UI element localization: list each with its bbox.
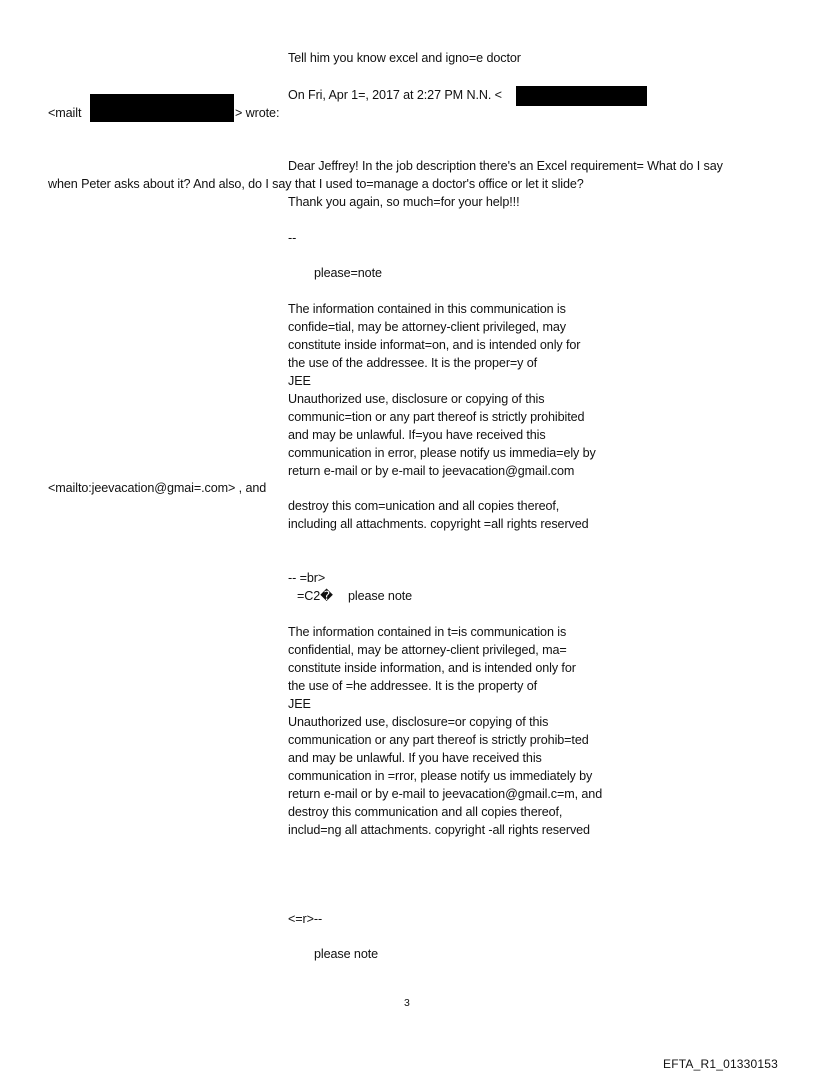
bates-number: EFTA_R1_01330153 bbox=[663, 1057, 779, 1071]
disclaimer-line: The information contained in t=is communication is bbox=[288, 625, 567, 639]
disclaimer-mailto-line: <mailto:jeevacation@gmai=.com> , and bbox=[48, 481, 267, 495]
disclaimer-line: communication in error, please notify us immedia=ely by bbox=[288, 446, 596, 460]
disclaimer-line: return e-mail or by e-mail to jeevacation@gmail.c=m, and bbox=[288, 787, 603, 801]
disclaimer-line: Unauthorized use, disclosure or copying of this bbox=[288, 392, 545, 406]
disclaimer-line: confidential, may be attorney-client privileged, ma= bbox=[288, 643, 567, 657]
disclaimer-line: JEE bbox=[288, 374, 311, 388]
disclaimer-heading: please=note bbox=[314, 266, 382, 280]
disclaimer-heading: please note bbox=[314, 947, 379, 961]
disclaimer-line: the use of the addressee. It is the proper=y of bbox=[288, 356, 538, 370]
disclaimer-line: the use of =he addressee. It is the property of bbox=[288, 679, 538, 693]
encoding-artifact: =C2� bbox=[297, 589, 333, 603]
disclaimer-line: and may be unlawful. If=you have received this bbox=[288, 428, 546, 442]
page-number: 3 bbox=[404, 997, 410, 1009]
signature-separator: <=r>-- bbox=[288, 912, 323, 926]
disclaimer-line: JEE bbox=[288, 697, 311, 711]
disclaimer-line: communication in =rror, please notify us immediately by bbox=[288, 769, 593, 783]
quote-wrote-suffix: > wrote: bbox=[235, 106, 280, 120]
disclaimer-heading: please note bbox=[348, 589, 413, 603]
disclaimer-line: confide=tial, may be attorney-client privileged, may bbox=[288, 320, 566, 334]
disclaimer-line: return e-mail or by e-mail to jeevacation@gmail.com bbox=[288, 464, 575, 478]
redaction-box-mailto bbox=[90, 94, 234, 122]
message-line: Dear Jeffrey! In the job description there's an Excel requirement= What do I say bbox=[288, 159, 723, 173]
quote-mailto-prefix: <mailt bbox=[48, 106, 82, 120]
reply-line: Tell him you know excel and igno=e doctor bbox=[288, 51, 521, 65]
message-line: when Peter asks about it? And also, do I say that I used to=manage a doctor's office or let it slide? bbox=[48, 177, 584, 191]
quote-header: On Fri, Apr 1=, 2017 at 2:27 PM N.N. < bbox=[288, 88, 502, 102]
disclaimer-line: Unauthorized use, disclosure=or copying of this bbox=[288, 715, 549, 729]
signature-separator: -- =br> bbox=[288, 571, 326, 585]
disclaimer-line: The information contained in this communication is bbox=[288, 302, 566, 316]
disclaimer-line: destroy this com=unication and all copies thereof, bbox=[288, 499, 560, 513]
signature-separator: -- bbox=[288, 231, 297, 245]
disclaimer-line: includ=ng all attachments. copyright -all rights reserved bbox=[288, 823, 590, 837]
disclaimer-line: communication or any part thereof is strictly prohib=ted bbox=[288, 733, 589, 747]
disclaimer-line: destroy this communication and all copies thereof, bbox=[288, 805, 563, 819]
disclaimer-line: including all attachments. copyright =all rights reserved bbox=[288, 517, 589, 531]
disclaimer-line: constitute inside informat=on, and is intended only for bbox=[288, 338, 581, 352]
redaction-box-email bbox=[516, 86, 647, 106]
disclaimer-line: constitute inside information, and is intended only for bbox=[288, 661, 576, 675]
message-line: Thank you again, so much=for your help!!! bbox=[288, 195, 520, 209]
disclaimer-line: and may be unlawful. If you have received this bbox=[288, 751, 542, 765]
disclaimer-line: communic=tion or any part thereof is strictly prohibited bbox=[288, 410, 585, 424]
